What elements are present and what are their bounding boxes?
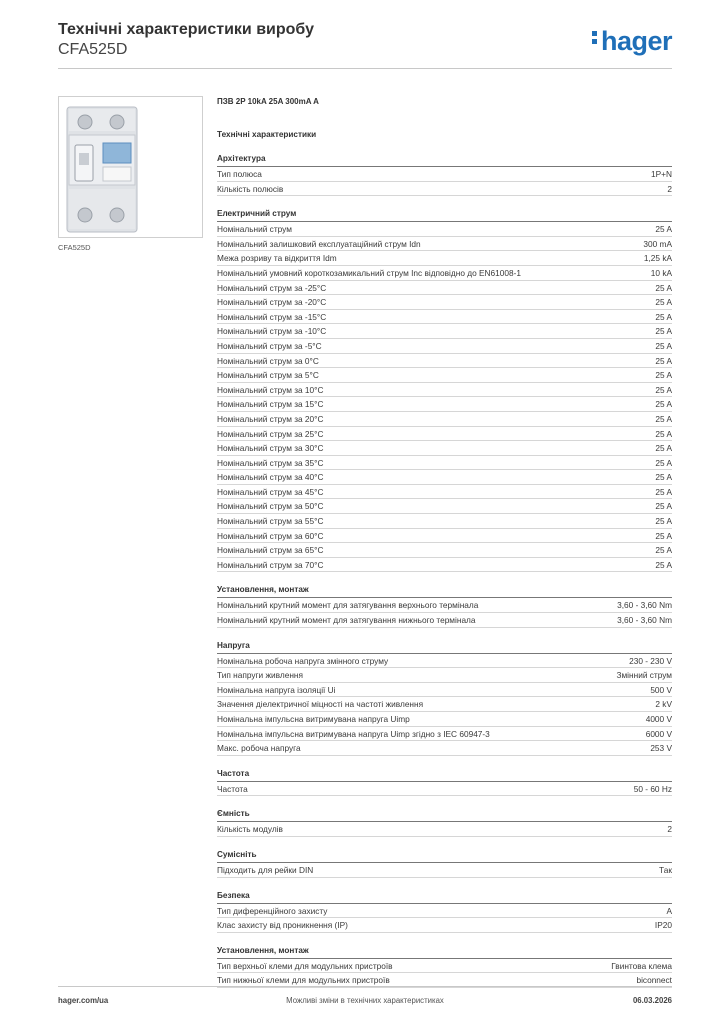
spec-row	[217, 324, 672, 339]
spec-label: Номінальний струм за 55°C	[217, 516, 324, 527]
spec-value: 230 - 230 V	[629, 655, 672, 666]
spec-group-title: Ємність	[217, 807, 672, 822]
product-image	[58, 96, 203, 238]
spec-label: Номінальний струм за 20°C	[217, 413, 324, 424]
spec-row	[217, 904, 672, 919]
footer-website-link[interactable]: hager.com/ua	[58, 996, 109, 1005]
spec-value: Так	[659, 864, 672, 875]
spec-label: Номінальний струм за 5°C	[217, 370, 319, 381]
spec-value: 50 - 60 Hz	[633, 783, 672, 794]
spec-row	[217, 654, 672, 669]
spec-label: Номінальний крутний момент для затягування нижнього термінала	[217, 615, 476, 626]
spec-label: Тип верхньої клеми для модульних пристроїв	[217, 960, 393, 971]
spec-label: Номінальний струм за 40°C	[217, 472, 324, 483]
spec-row	[217, 558, 672, 573]
spec-label: Номінальний умовний короткозамикальний струм Inc відповідно до EN61008-1	[217, 267, 521, 278]
spec-value: 25 A	[655, 486, 672, 497]
spec-label: Частота	[217, 783, 248, 794]
spec-label: Підходить для рейки DIN	[217, 864, 314, 875]
footer-note: Можливі зміни в технічних характеристиках	[286, 996, 444, 1005]
spec-group	[217, 767, 672, 797]
spec-row	[217, 310, 672, 325]
spec-row	[217, 281, 672, 296]
spec-value: 3,60 - 3,60 Nm	[617, 615, 672, 626]
spec-label: Межа розриву та відкриття Idm	[217, 253, 337, 264]
spec-value: 25 A	[655, 399, 672, 410]
spec-value: 25 A	[655, 559, 672, 570]
spec-row	[217, 251, 672, 266]
header-divider	[58, 68, 672, 69]
spec-value: 10 kA	[650, 267, 672, 278]
spec-group-title: Архітектура	[217, 152, 672, 167]
spec-groups	[217, 152, 672, 988]
spec-label: Номінальний крутний момент для затягування верхнього термінала	[217, 600, 479, 611]
spec-row	[217, 741, 672, 756]
spec-label: Тип диференційного захисту	[217, 905, 328, 916]
spec-label: Номінальна імпульсна витримувана напруга Uimp	[217, 714, 410, 724]
spec-value: 25 A	[655, 516, 672, 527]
spec-value: 25 A	[655, 311, 672, 322]
spec-row	[217, 354, 672, 369]
spec-label: Номінальний струм за 10°C	[217, 384, 324, 395]
spec-row	[217, 727, 672, 742]
spec-value: 25 A	[655, 428, 672, 439]
spec-value: 25 A	[655, 457, 672, 468]
spec-group	[217, 583, 672, 627]
spec-label: Тип нижньої клеми для модульних пристроїв	[217, 975, 390, 986]
spec-label: Номінальний струм за 0°C	[217, 355, 319, 366]
spec-label: Номінальний струм за 65°C	[217, 545, 324, 556]
spec-label: Номінальний струм	[217, 224, 292, 235]
spec-value: 25 A	[655, 282, 672, 293]
spec-row	[217, 470, 672, 485]
spec-row	[217, 339, 672, 354]
spec-group-title: Установлення, монтаж	[217, 583, 672, 598]
page-header	[58, 20, 672, 60]
spec-group	[217, 152, 672, 196]
spec-group	[217, 848, 672, 878]
spec-row	[217, 697, 672, 712]
spec-row	[217, 782, 672, 797]
spec-row	[217, 959, 672, 974]
spec-row	[217, 222, 672, 237]
spec-group-title: Електричний струм	[217, 207, 672, 222]
spec-row	[217, 237, 672, 252]
spec-row	[217, 613, 672, 628]
section-heading: Технічні характеристики	[217, 130, 317, 139]
spec-group	[217, 889, 672, 933]
spec-label: Кількість полюсів	[217, 183, 284, 194]
spec-value: 6000 V	[645, 728, 672, 739]
spec-value: biconnect	[636, 975, 672, 986]
product-code: CFA525D	[58, 41, 128, 58]
spec-group	[217, 807, 672, 837]
spec-label: Номінальний залишковий експлуатаційний струм Idn	[217, 238, 421, 249]
page-title: Технічні характеристики виробу	[58, 21, 314, 38]
spec-label: Тип напруги живлення	[217, 670, 303, 681]
spec-label: Номінальна напруга ізоляції Ui	[217, 684, 336, 695]
spec-group-title: Установлення, монтаж	[217, 944, 672, 959]
product-caption: CFA525D	[58, 243, 91, 252]
spec-row	[217, 543, 672, 558]
spec-value: 253 V	[650, 743, 672, 754]
spec-row	[217, 427, 672, 442]
spec-row	[217, 918, 672, 933]
spec-value: 25 A	[655, 340, 672, 351]
spec-row	[217, 822, 672, 837]
product-title: ПЗВ 2P 10kA 25A 300mA A	[217, 97, 319, 106]
spec-value: Гвинтова клема	[611, 960, 672, 971]
spec-row	[217, 529, 672, 544]
spec-label: Номінальний струм за 70°C	[217, 559, 324, 570]
spec-table	[217, 95, 672, 988]
spec-group-title: Напруга	[217, 639, 672, 654]
spec-row	[217, 182, 672, 197]
spec-value: 25 A	[655, 530, 672, 541]
spec-value: 500 V	[650, 684, 672, 695]
spec-group-title: Частота	[217, 767, 672, 782]
spec-label: Номінальний струм за 35°C	[217, 457, 324, 468]
spec-label: Номінальний струм за -15°C	[217, 311, 327, 322]
spec-row	[217, 485, 672, 500]
spec-label: Клас захисту від проникнення (IP)	[217, 920, 348, 931]
spec-value: 25 A	[655, 443, 672, 454]
spec-row	[217, 412, 672, 427]
spec-value: 300 mA	[643, 238, 672, 249]
spec-value: 2 kV	[655, 699, 672, 710]
spec-value: 3,60 - 3,60 Nm	[617, 600, 672, 611]
spec-value: 25 A	[655, 326, 672, 337]
spec-value: 25 A	[655, 545, 672, 556]
footer-date: 06.03.2026	[632, 996, 672, 1005]
spec-group-title: Сумісніть	[217, 848, 672, 863]
logo-dots-icon	[592, 31, 598, 47]
spec-row	[217, 712, 672, 727]
spec-row	[217, 499, 672, 514]
spec-row	[217, 295, 672, 310]
spec-group	[217, 639, 672, 756]
spec-row	[217, 266, 672, 281]
footer-divider	[58, 986, 672, 987]
hager-logo[interactable]	[592, 26, 672, 56]
spec-label: Номінальний струм за 30°C	[217, 443, 324, 454]
spec-row	[217, 863, 672, 878]
spec-row	[217, 397, 672, 412]
spec-row	[217, 456, 672, 471]
spec-group-title: Безпека	[217, 889, 672, 904]
logo-text: hager	[600, 26, 672, 56]
spec-label: Номінальний струм за -20°C	[217, 297, 327, 308]
spec-value: 1,25 kA	[643, 253, 672, 264]
spec-value: 2	[667, 824, 672, 835]
spec-label: Номінальний струм за -10°C	[217, 326, 327, 337]
spec-group	[217, 207, 672, 572]
spec-label: Кількість модулів	[217, 824, 283, 835]
spec-value: 1P+N	[651, 169, 672, 179]
spec-value: 25 A	[655, 370, 672, 381]
spec-value: 25 A	[655, 472, 672, 483]
spec-label: Номінальний струм за -25°C	[217, 282, 327, 293]
spec-row	[217, 368, 672, 383]
spec-row	[217, 683, 672, 698]
spec-row	[217, 598, 672, 613]
spec-label: Номінальний струм за 25°C	[217, 428, 324, 439]
spec-value: 25 A	[655, 384, 672, 395]
spec-label: Номінальний струм за 15°C	[217, 399, 324, 410]
spec-value: A	[666, 905, 672, 916]
spec-label: Макс. робоча напруга	[217, 743, 301, 754]
spec-label: Номінальна робоча напруга змінного струму	[217, 655, 389, 666]
spec-value: 25 A	[655, 224, 672, 235]
spec-row	[217, 383, 672, 398]
rcd-device-icon	[59, 97, 202, 237]
spec-value: 25 A	[655, 355, 672, 366]
spec-label: Тип полюса	[217, 169, 262, 179]
spec-label: Номінальна імпульсна витримувана напруга Uimp згідно з IEC 60947-3	[217, 728, 490, 739]
spec-label: Номінальний струм за 50°C	[217, 501, 324, 512]
spec-label: Значення діелектричної міцності на частоті живлення	[217, 699, 424, 710]
spec-value: 2	[667, 183, 672, 194]
spec-value: IP20	[654, 920, 672, 931]
spec-row	[217, 167, 672, 182]
spec-value: 4000 V	[645, 714, 672, 724]
spec-value: 25 A	[655, 297, 672, 308]
spec-value: Змінний струм	[616, 670, 672, 681]
spec-value: 25 A	[655, 413, 672, 424]
spec-row	[217, 441, 672, 456]
spec-group	[217, 944, 672, 988]
spec-label: Номінальний струм за 60°C	[217, 530, 324, 541]
spec-label: Номінальний струм за 45°C	[217, 486, 324, 497]
spec-row	[217, 514, 672, 529]
spec-value: 25 A	[655, 501, 672, 512]
spec-row	[217, 668, 672, 683]
spec-label: Номінальний струм за -5°C	[217, 340, 322, 351]
